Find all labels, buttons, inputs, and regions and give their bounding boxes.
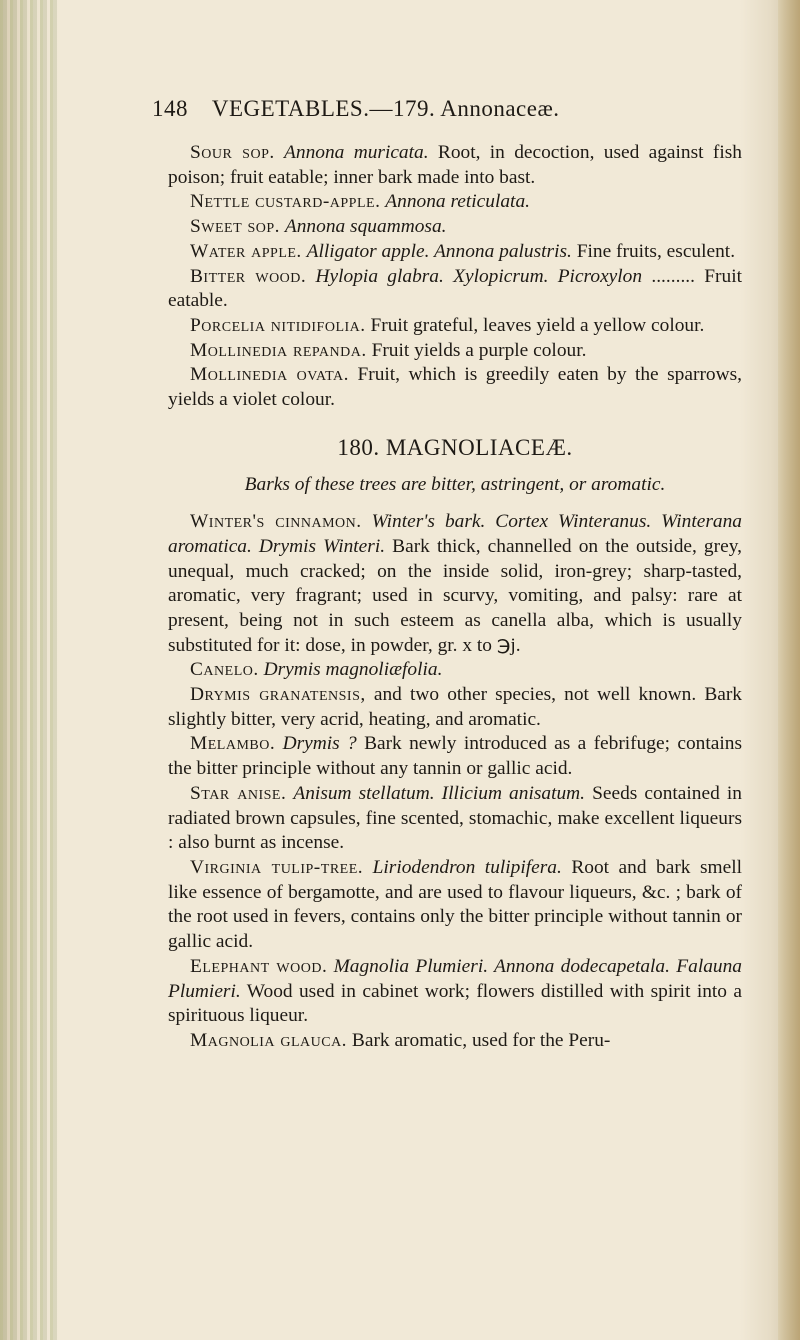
entry <box>168 732 742 781</box>
entry <box>168 955 742 1029</box>
entry-description: Root, in decoction, used against fish poison; fruit eatable; inner bark made into bast. <box>168 142 742 188</box>
entry-name: Mollinedia repanda. <box>190 339 367 361</box>
entry-latin-name: Annona reticulata. <box>385 191 530 213</box>
binding-gutter <box>0 0 60 1340</box>
entry-description: Root and bark smell like essence of bergamotte, and are used to flavour liqueurs, &c. ; bark of the root used in fevers, contains only the bitter principle without tannin or gallic acid. <box>168 856 742 953</box>
entry-description: and two other species, not well known. Bark slightly bitter, very acrid, heating, and aromatic. <box>168 684 743 730</box>
entry <box>168 240 742 265</box>
running-title: VEGETABLES.—179. <box>211 96 436 121</box>
entry-name: Winter's cinnamon. <box>190 511 362 533</box>
entry-name: Star anise. <box>190 782 287 804</box>
entry <box>168 683 742 732</box>
entry <box>168 363 742 412</box>
entry <box>168 190 742 215</box>
entry-description: Seeds contained in radiated brown capsules, fine scented, stomachic, make excellent liqueurs : also burnt as incense. <box>168 782 742 854</box>
section-title: 180. MAGNOLIACEÆ. <box>337 434 573 460</box>
entry-description: Fruit yields a purple colour. <box>371 339 587 361</box>
entry <box>168 856 742 955</box>
entry <box>168 215 742 240</box>
entry <box>168 265 742 314</box>
page-edge <box>778 0 800 1340</box>
entry-name: Drymis granatensis, <box>190 684 366 706</box>
entry <box>168 510 742 658</box>
entries-bottom <box>168 510 742 1053</box>
entry <box>168 658 742 683</box>
entry-name: Water apple. <box>190 240 302 262</box>
entry-name: Elephant wood. <box>190 955 328 977</box>
entry-latin-name: Winter's bark. Cortex Winteranus. Winterana aromatica. Drymis Winteri. <box>168 511 742 557</box>
entry-latin-name: Hylopia glabra. Xylopicrum. Picroxylon <box>315 265 643 287</box>
entry-name: Virginia tulip-tree. <box>190 856 364 878</box>
entry-description: Fine fruits, esculent. <box>576 240 736 262</box>
entry-latin-name: Anisum stellatum. Illicium anisatum. <box>293 782 586 804</box>
entry-description: Fruit grateful, leaves yield a yellow colour. <box>370 314 705 336</box>
running-header <box>152 96 742 122</box>
entry-name: Nettle custard-apple. <box>190 191 381 213</box>
entry-latin-name: Drymis magnoliæfolia. <box>263 659 443 681</box>
entry-latin-name: Alligator apple. Annona palustris. <box>306 240 572 262</box>
entry <box>168 1029 742 1054</box>
entry-description: Bark thick, channelled on the outside, grey, unequal, much cracked; on the inside solid, iron-grey; sharp-tasted, aromatic, very fragrant; used in scurvy, vomiting, and palsy: rare at present, being not in such esteem as canella alba, which is usually substituted for it: dose, in powder, gr. x to ℈j. <box>168 535 742 656</box>
entry-name: Canelo. <box>190 659 259 681</box>
entry <box>168 141 742 190</box>
entry-description: Bark aromatic, used for the Peru- <box>351 1029 611 1051</box>
entry-latin-name: Annona muricata. <box>284 142 429 163</box>
entry-latin-name: Liriodendron tulipifera. <box>372 856 562 878</box>
entry-name: Melambo. <box>190 733 276 755</box>
page-body <box>168 141 742 1054</box>
entry-name: Porcelia nitidifolia. <box>190 314 366 336</box>
entry-description: Wood used in cabinet work; flowers distilled with spirit into a spirituous liqueur. <box>168 980 742 1027</box>
entry-description: ......... Fruit eatable. <box>168 265 742 312</box>
entry-name: Magnolia glauca. <box>190 1029 348 1051</box>
entry-description: Bark newly introduced as a febrifuge; contains the bitter principle without any tannin or gallic acid. <box>168 733 742 780</box>
entry-name: Sour sop. <box>190 142 275 163</box>
entry <box>168 339 742 364</box>
entry-name: Mollinedia ovata. <box>190 364 349 386</box>
entry-name: Sweet sop. <box>190 216 281 238</box>
entry <box>168 782 742 856</box>
entry-name: Bitter wood. <box>190 265 307 287</box>
entry-latin-name: Drymis ? <box>282 733 357 755</box>
family-name: Annonaceæ. <box>440 96 560 121</box>
entry-description: Fruit, which is greedily eaten by the sparrows, yields a violet colour. <box>168 364 742 411</box>
section-subtitle: Barks of these trees are bitter, astringent, or aromatic. <box>244 474 666 496</box>
page-number: 148 <box>152 96 188 121</box>
entry-latin-name: Magnolia Plumieri. Annona dodecapetala. Falauna Plumieri. <box>168 955 742 1002</box>
entry <box>168 314 742 339</box>
entries-top <box>168 141 742 413</box>
entry-latin-name: Annona squammosa. <box>284 216 447 238</box>
